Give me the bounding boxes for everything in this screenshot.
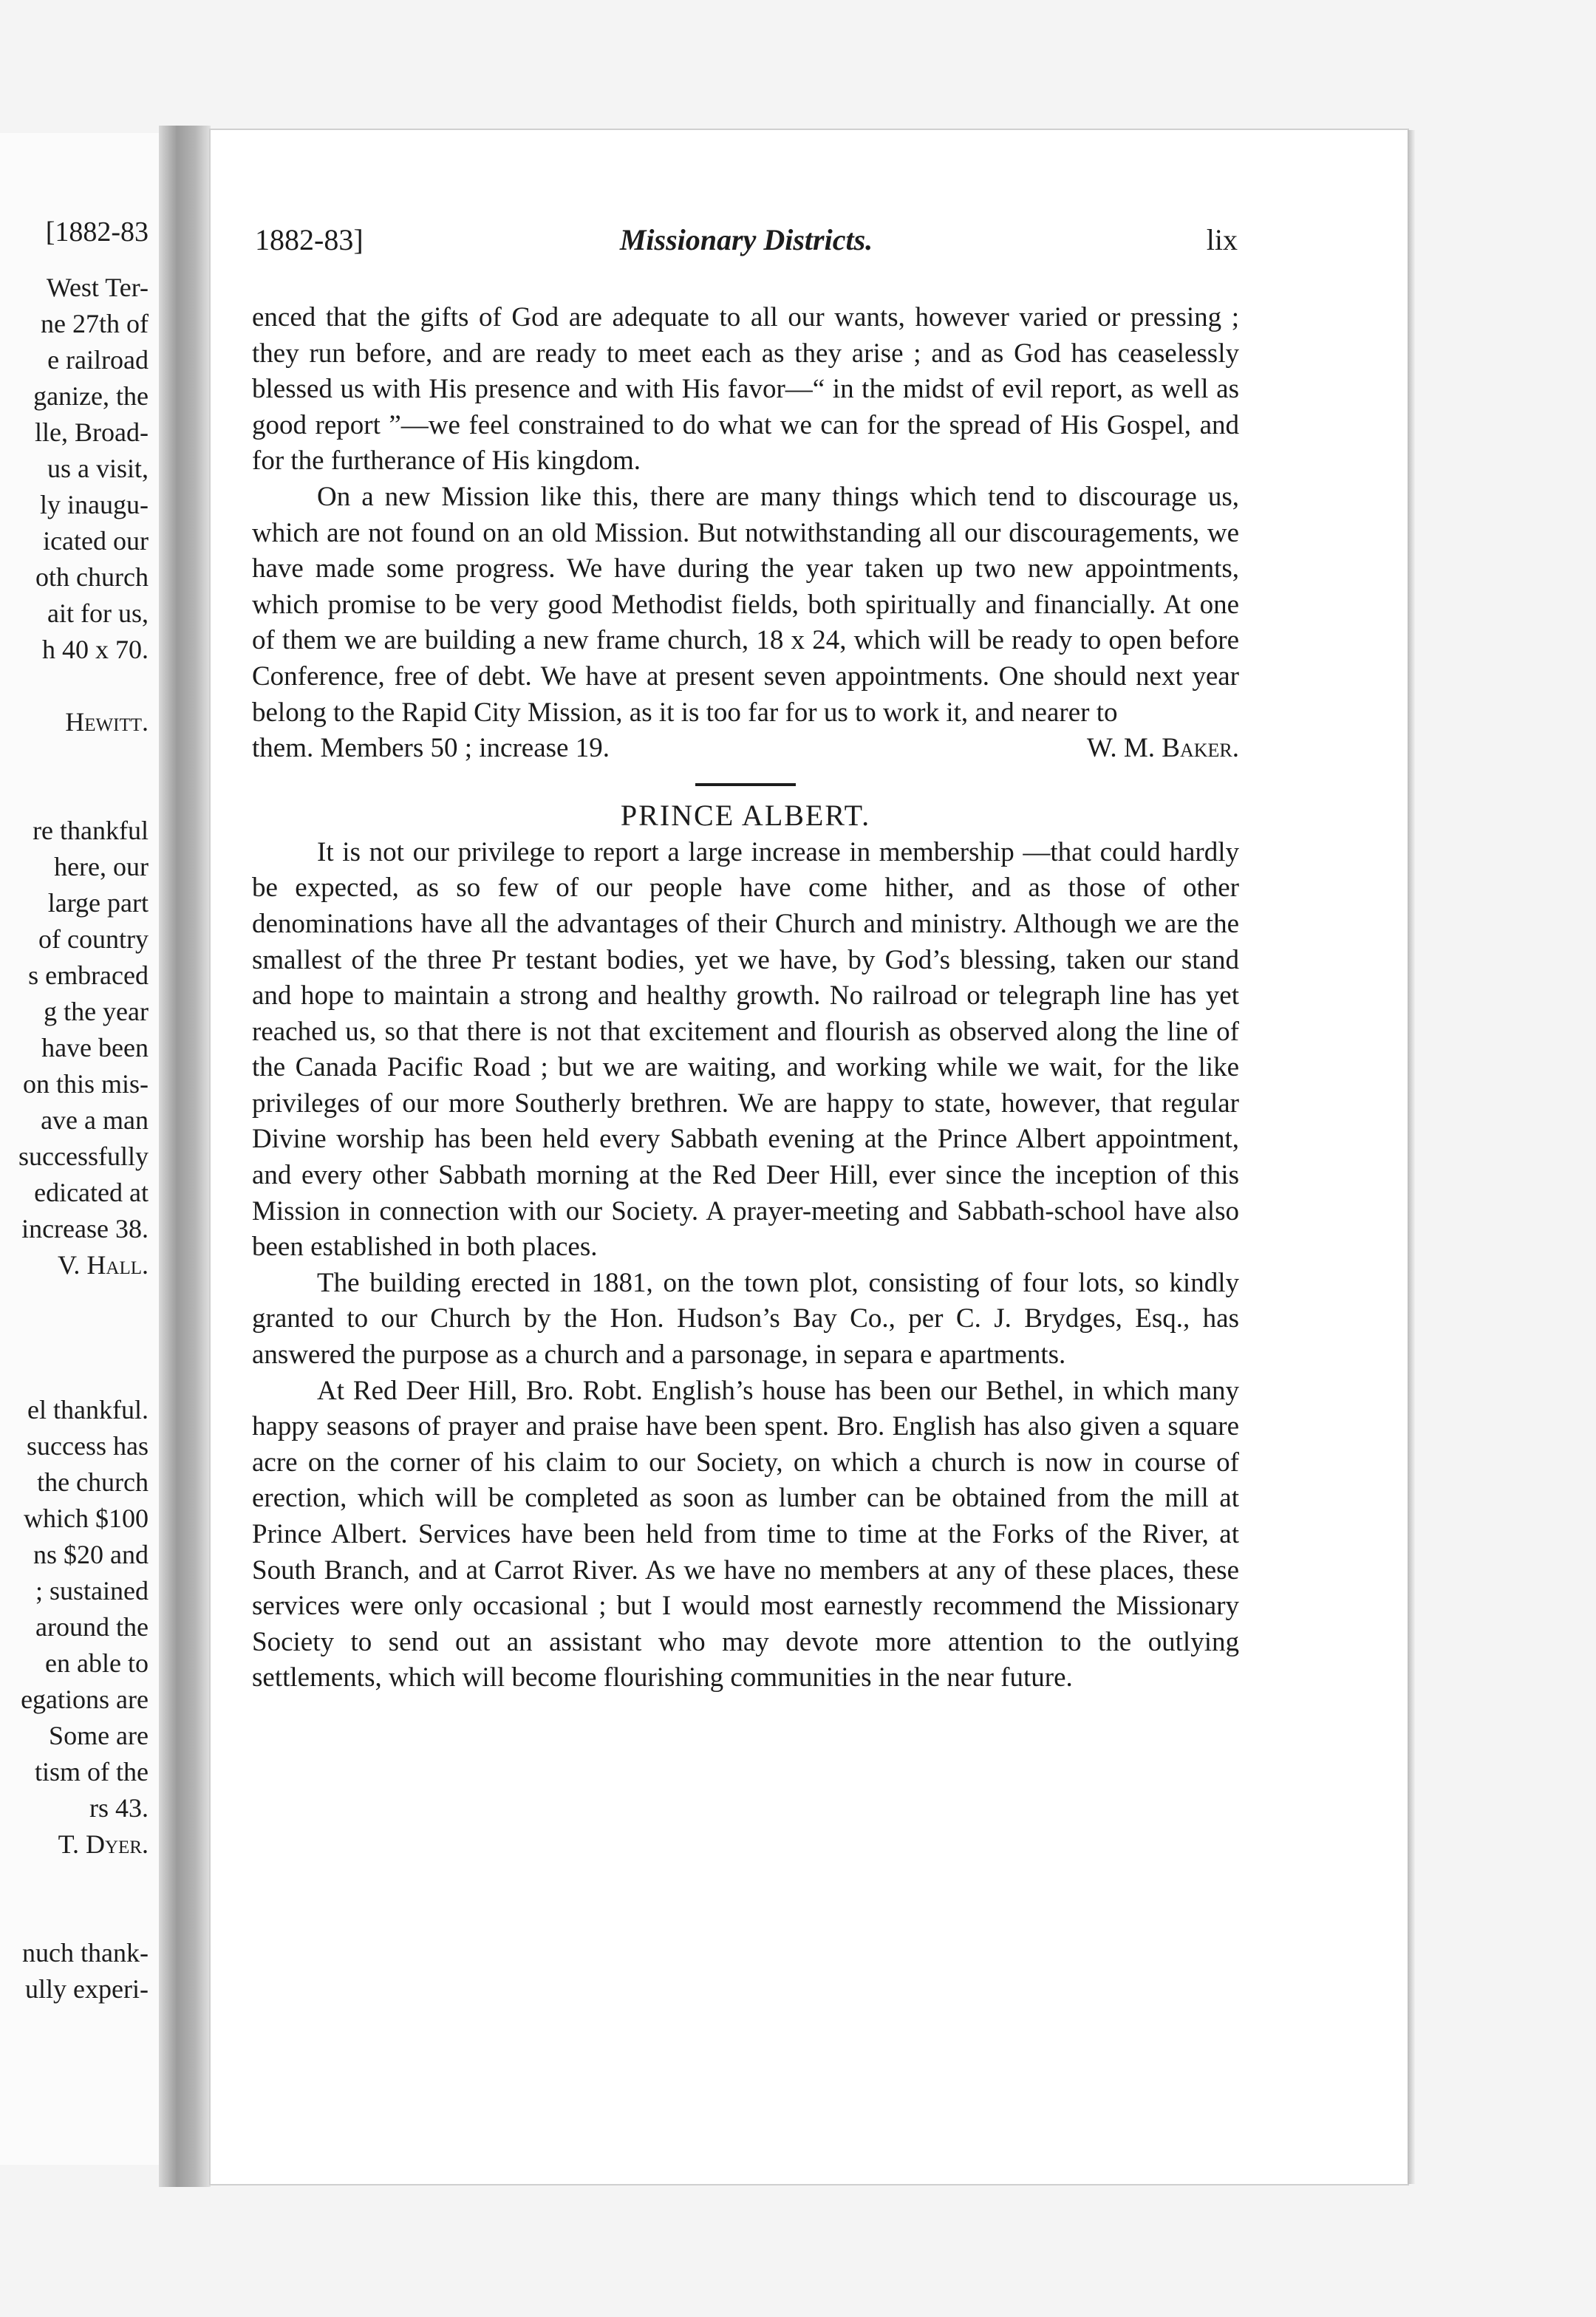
left-page-line: ganize, the (33, 381, 149, 411)
page-edge (1408, 130, 1415, 2184)
left-page-line: around the (35, 1612, 149, 1642)
left-page-line: ne 27th of (41, 309, 149, 338)
left-page-line: ait for us, (47, 598, 149, 628)
report-closing (252, 731, 1239, 767)
page-body (252, 300, 1239, 1696)
book-page (211, 130, 1408, 2184)
left-page-line: Hewitt. (65, 707, 149, 737)
report-signature: W. M. Baker. (1086, 733, 1239, 764)
running-head (255, 222, 1238, 259)
left-page-line: ly inaugu- (40, 490, 149, 519)
left-page-line: h 40 x 70. (42, 635, 149, 664)
running-head-title: Missionary Districts. (619, 223, 873, 256)
paragraph: It is not our privilege to report a large increase in membership —that could hardly be expected, as so few of our people have come hither, and as those of other denominations have all the advantages of their Church and ministry. Although we are the smallest of the three Pr testant bodies, yet we have, by God’s blessing, taken our stand and hope to maintain a strong and healthy growth. No railroad or telegraph line has yet reached us, so that there is not that excitement and flourish as observed along the line of the Canada Pacific Road ; but we are waiting, and working while we wait, for the like privileges of our more Southerly brethren. We are happy to state, however, that regular Divine worship has been held every Sabbath evening at the Prince Albert appointment, and every other Sabbath morning at the Red Deer Hill, ever since the inception of this Mission in connection with our Society. A prayer-meeting and Sabbath-school have also been established in both places. (252, 836, 1239, 1263)
left-page-line: large part (47, 888, 149, 918)
closing-text: them. Members 50 ; increase 19. (252, 733, 610, 764)
left-page-line: egations are (21, 1685, 149, 1714)
left-page-line: icated our (43, 526, 149, 556)
paragraph: On a new Mission like this, there are many things which tend to discourage us, which are not found on an old Mission. But notwithstanding all our discouragements, we have made some progress. We have during the year taken up two new appointments, which promise to be very good Methodist fields, both spiritually and financially. At one of them we are building a new frame church, 18 x 24, which will be ready to open before Conference, free of debt. We have at present seven appointments. One should next year belong to the Rapid City Mission, as it is too far for us to work it, and nearer to (252, 481, 1239, 728)
left-page-line: Some are (49, 1721, 149, 1750)
page-number: lix (1206, 223, 1238, 256)
book-gutter (159, 126, 211, 2187)
left-page-line: V. Hall. (58, 1250, 149, 1280)
left-page-line: the church (37, 1467, 149, 1497)
left-page-line: ; sustained (35, 1576, 149, 1605)
left-page-line: nuch thank- (22, 1938, 149, 1968)
left-page-line: ns $20 and (33, 1540, 149, 1569)
paragraph: The building erected in 1881, on the town plot, consisting of four lots, so kindly granted to our Church by the Hon. Hudson’s Bay Co., per C. J. Brydges, Esq., has answered the purpose as a church and a parsonage, in separa e apartments. (252, 1267, 1239, 1371)
left-page-line: have been (41, 1033, 149, 1062)
left-page-line: en able to (45, 1648, 149, 1678)
left-page-line: us a visit, (47, 454, 149, 483)
left-page-line: tism of the (35, 1757, 149, 1787)
section-divider (695, 783, 796, 786)
left-page-line: ave a man (41, 1105, 149, 1135)
left-page-line: increase 38. (21, 1214, 149, 1243)
left-page-line: oth church (35, 562, 149, 592)
left-page-line: ully experi- (25, 1974, 149, 2004)
paragraph: enced that the gifts of God are adequate to all our wants, however varied or pressing ; they run before, and are ready to meet each as they arise ; and as God has ceaselessly blessed us with His presence and with His favor—“ in the midst of evil report, as well as good report ”—we feel constrained to do what we can for the spread of His Gospel, and for the furtherance of His kingdom. (252, 302, 1239, 477)
left-page-line: lle, Broad- (35, 417, 149, 447)
left-page-line: edicated at (34, 1178, 149, 1207)
left-page-line: T. Dyer. (58, 1829, 149, 1859)
left-page-line: here, our (54, 852, 149, 881)
left-page-line: re thankful (33, 816, 149, 845)
left-page-header: [1882-83 (45, 216, 149, 248)
running-head-year: 1882-83] (255, 223, 364, 256)
left-page-line: of country (38, 924, 149, 954)
left-page-line: which $100 (24, 1504, 149, 1533)
left-page-line: West Ter- (46, 273, 149, 302)
paragraph: At Red Deer Hill, Bro. Robt. English’s house has been our Bethel, in which many happy seasons of prayer and praise have been spent. Bro. English has also given a square acre on the corner of his claim to our Society, on which a church is now in course of erection, which will be completed as soon as lumber can be obtained from the mill at Prince Albert. Services have been held from time to time at the Forks of the River, at South Branch, and at Carrot River. As we have no members at any of these places, these services were only occasional ; but I would most earnestly recommend the Missionary Society to send out an assistant who may devote more attention to the outlying settlements, which will become flourishing communities in the near future. (252, 1375, 1239, 1693)
left-page-line: successfully (18, 1142, 149, 1171)
left-page-line: success has (27, 1431, 149, 1461)
left-facing-page (0, 133, 159, 2165)
section-heading: PRINCE ALBERT. (620, 798, 871, 832)
left-page-line: g the year (44, 997, 149, 1026)
left-page-line: e railroad (47, 345, 149, 375)
left-page-line: on this mis- (22, 1069, 149, 1099)
left-page-line: s embraced (28, 960, 149, 990)
left-page-line: rs 43. (89, 1793, 149, 1823)
left-page-line: el thankful. (27, 1395, 149, 1424)
